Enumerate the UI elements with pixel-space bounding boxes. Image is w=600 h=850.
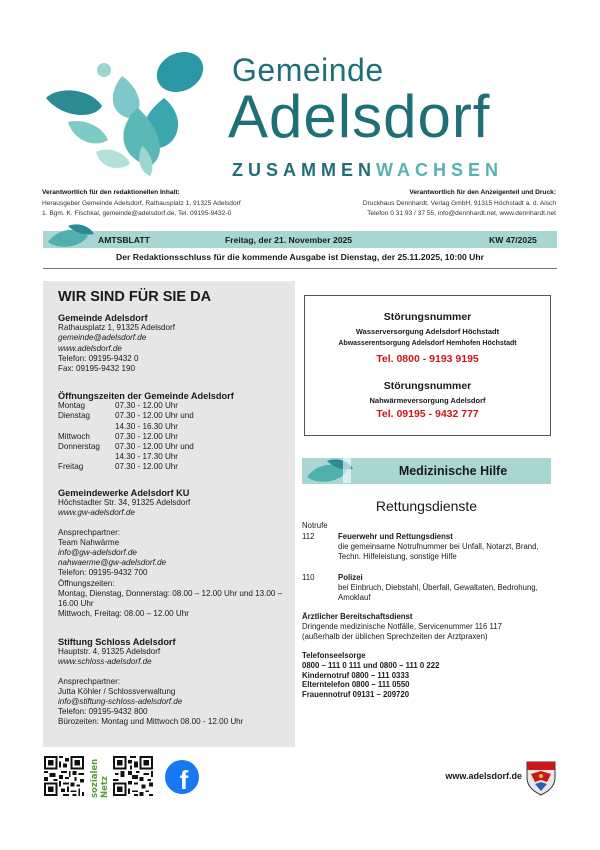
gw-title: Gemeindewerke Adelsdorf KU — [58, 488, 190, 498]
gw-contact-label: Ansprechpartner: — [58, 527, 121, 537]
hours-day: Donnerstag — [58, 442, 100, 452]
website-link[interactable]: www.adelsdorf.de — [445, 771, 522, 781]
st-web-link[interactable]: www.schloss-adelsdorf.de — [58, 657, 152, 667]
n110-block — [338, 573, 554, 602]
title-adelsdorf: Adelsdorf — [228, 83, 491, 150]
medical-drops-icon — [303, 455, 355, 485]
editorial-responsibility — [42, 188, 282, 220]
gemeinde-web-link[interactable]: www.adelsdorf.de — [58, 343, 122, 353]
arzt-line1: Dringende medizinische Notfälle, Servicenummer 116 117 — [302, 621, 502, 631]
n112-number: 112 — [302, 532, 315, 541]
gemeindewerke-block — [58, 488, 290, 619]
hours-time: 14.30 - 16.30 Uhr — [115, 421, 178, 431]
n112-block — [338, 532, 554, 561]
medical-band-title: Medizinische Hilfe — [398, 464, 508, 478]
calendar-week: KW 47/2025 — [489, 235, 537, 245]
hours-time: 07.30 - 12.00 Uhr und — [115, 411, 194, 421]
gemeinde-title: Gemeinde Adelsdorf — [58, 313, 148, 323]
issue-date: Freitag, der 21. November 2025 — [225, 235, 353, 245]
hours-day: Montag — [58, 401, 85, 411]
qr-code-icon[interactable] — [113, 756, 153, 796]
arzt-line2: (außerhalb der üblichen Sprechzeiten der Arztpraxen) — [302, 631, 488, 641]
notrufe-label: Notrufe — [302, 521, 328, 530]
hours-time: 14.30 - 17.30 Uhr — [115, 452, 178, 462]
stoer-title2: Störungsnummer — [383, 380, 472, 392]
slogan-part2: WACHSEN — [376, 160, 504, 180]
gw-hours-label: Öffnungszeiten: — [58, 578, 115, 588]
divider — [43, 268, 557, 269]
hours-title: Öffnungszeiten der Gemeinde Adelsdorf — [58, 391, 234, 401]
st-address: Hauptstr. 4, 91325 Adelsdorf — [58, 647, 161, 657]
n110-desc2: Amoklauf — [338, 592, 371, 602]
panel-heading: WIR SIND FÜR SIE DA — [58, 289, 212, 305]
hours-time: 07.30 - 12.00 Uhr — [115, 401, 178, 411]
gw-hours1: Montag, Dienstag, Donnerstag: 08.00 – 12.00 Uhr und 13.00 – 16.00 Uhr — [58, 588, 283, 609]
tel-line1: 0800 – 111 0 111 und 0800 – 111 0 222 — [302, 660, 440, 670]
stoer-wastewater: Abwasserentsorgung Adelsdorf Hemhofen Höchstadt — [338, 340, 517, 347]
stoer-number1: Tel. 0800 - 9193 9195 — [376, 353, 479, 365]
n110-title: Polizei — [338, 573, 363, 582]
n112-desc2: Techn. Hilfeleistung, sonstige Hilfe — [338, 551, 457, 561]
doctor-block — [302, 612, 502, 641]
rescue-title: Rettungsdienste — [375, 498, 478, 514]
stoer-title1: Störungsnummer — [383, 311, 472, 323]
hours-time: 07.30 - 12.00 Uhr — [115, 431, 178, 441]
stoer-number2: Tel. 09195 - 9432 777 — [376, 408, 479, 420]
slogan — [232, 160, 503, 181]
st-phone: Telefon: 09195-9432 800 — [58, 707, 148, 717]
slogan-part1: ZUSAMMEN — [232, 160, 376, 180]
resp-left-line1: Herausgeber Gemeinde Adelsdorf, Rathausplatz 1, 91325 Adelsdorf — [42, 199, 241, 207]
resp-left-title: Verantwortlich für den redaktionellen Inhalt: — [42, 189, 180, 196]
resp-right-title: Verantwortlich für den Anzeigenteil und Druck: — [409, 189, 556, 196]
facebook-icon[interactable] — [165, 760, 199, 794]
n112-desc1: die gemeinsame Notrufnummer bei Unfall, Notarzt, Brand, — [338, 541, 539, 551]
st-title: Stiftung Schloss Adelsdorf — [58, 637, 176, 647]
st-contact: Jutta Köhler / Schlossverwaltung — [58, 686, 176, 696]
tel-title: Telefonseelsorge — [302, 651, 366, 660]
hours-time: 07.30 - 12.00 Uhr und — [115, 442, 194, 452]
gw-phone: Telefon: 09195-9432 700 — [58, 568, 148, 578]
gw-web-link[interactable]: www.gw-adelsdorf.de — [58, 508, 135, 518]
resp-right-line1: Druckhaus Dennhardt, Verlag GmbH, 91315 Höchstadt a. d. Aisch — [362, 199, 556, 207]
stiftung-block — [58, 637, 243, 728]
stoer-heating: Nahwärmeversorgung Adelsdorf — [369, 396, 486, 405]
phone-counseling-block — [302, 651, 439, 700]
gw-contact: Team Nahwärme — [58, 537, 120, 547]
gw-address: Höchstadter Str. 34, 91325 Adelsdorf — [58, 498, 191, 508]
n112-title: Feuerwehr und Rettungsdienst — [338, 532, 453, 541]
gw-email1-link[interactable]: info@gw-adelsdorf.de — [58, 548, 137, 558]
hours-time: 07.30 - 12.00 Uhr — [115, 462, 178, 472]
gemeinde-email-link[interactable]: gemeinde@adelsdorf.de — [58, 333, 147, 343]
n110-number: 110 — [302, 573, 315, 582]
n110-desc1: bei Einbruch, Diebstahl, Überfall, Gewaltaten, Bedrohung, — [338, 582, 538, 592]
resp-right-line2: Telefon 0 31 93 / 37 55, info@dennhardt.net, www.dennhardt.net — [367, 210, 556, 217]
coat-of-arms-icon — [525, 760, 557, 796]
st-email-link[interactable]: info@stiftung-schloss-adelsdorf.de — [58, 697, 183, 707]
hours-table — [58, 401, 234, 472]
hours-day: Mittwoch — [58, 431, 90, 441]
facebook-glyph: f — [179, 765, 189, 794]
tel-line2: Kindernotruf 0800 – 111 0333 — [302, 670, 410, 680]
gw-email2-link[interactable]: nahwaerme@gw-adelsdorf.de — [58, 558, 167, 568]
gemeinde-block — [58, 313, 175, 374]
hours-block — [58, 391, 234, 473]
gemeinde-fax: Fax: 09195-9432 190 — [58, 364, 135, 374]
tel-line3: Elterntelefon 0800 – 111 0550 — [302, 680, 410, 690]
resp-left-line2: 1. Bgm. K. Fischkal, gemeinde@adelsdorf.de, Tel. 09195-9432-0 — [42, 210, 232, 217]
amtsblatt-label: AMTSBLATT — [98, 235, 150, 245]
qr-code-icon[interactable] — [44, 756, 84, 796]
gemeinde-address: Rathausplatz 1, 91325 Adelsdorf — [58, 323, 175, 333]
logo-drops-icon — [38, 48, 213, 178]
st-contact-label: Ansprechpartner: — [58, 676, 121, 686]
stoer-water: Wasserversorgung Adelsdorf Höchstadt — [355, 327, 500, 336]
social-vertical-text: sozialen Netz — [90, 758, 110, 798]
hours-day: Freitag — [58, 462, 84, 472]
tel-line4: Frauennotruf 09131 – 209720 — [302, 690, 410, 700]
hours-day: Dienstag — [58, 411, 90, 421]
hours-day — [58, 452, 115, 462]
arzt-title: Ärztlicher Bereitschaftsdienst — [302, 612, 413, 621]
editorial-deadline: Der Redaktionsschluss für die kommende Ausgabe ist Dienstag, der 25.11.2025, 10:00 Uhr — [116, 252, 484, 262]
gemeinde-phone: Telefon: 09195-9432 0 — [58, 353, 139, 363]
band-drops-icon — [44, 222, 96, 250]
hours-day — [58, 422, 115, 432]
st-hours: Bürozeiten: Montag und Mittwoch 08.00 - 12.00 Uhr — [58, 717, 244, 727]
print-responsibility — [316, 188, 556, 220]
gw-hours2: Mittwoch, Freitag: 08.00 – 12.00 Uhr — [58, 609, 189, 619]
title-gemeinde: Gemeinde — [232, 52, 384, 88]
